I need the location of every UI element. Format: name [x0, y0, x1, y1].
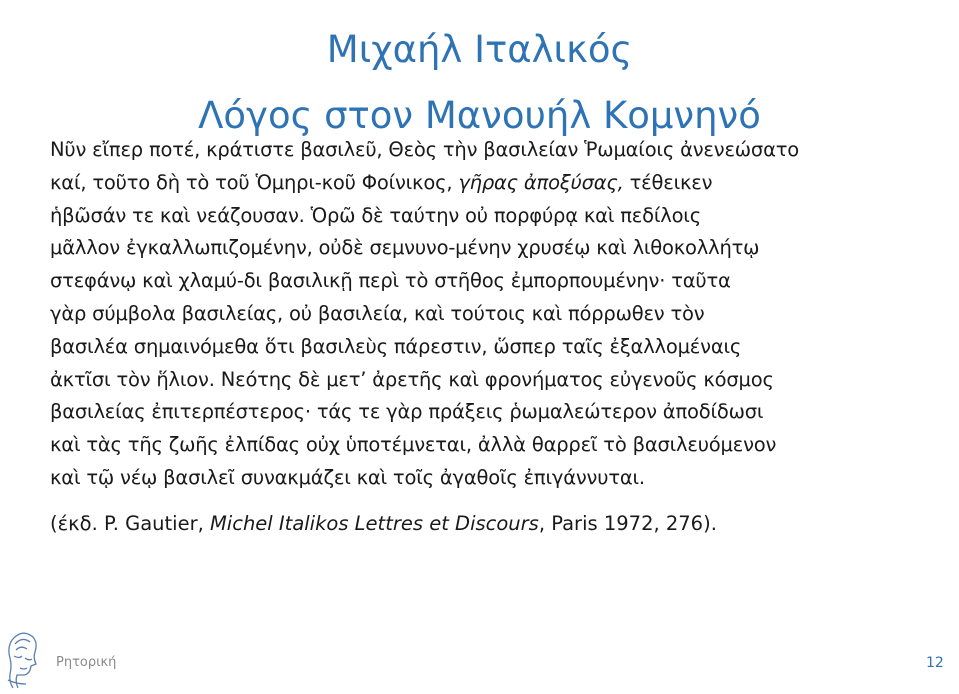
- greek-quotation: [50, 134, 920, 495]
- quotation-line: Νῦν εἴπερ ποτέ, κράτιστε βασιλεῦ, Θεὸς τὴν βασιλείαν Ῥωμαίοις ἀνενεώσατο: [50, 138, 800, 161]
- quotation-line: στεφάνῳ καὶ χλαμύ-δι βασιλικῇ περὶ τὸ στῆθος ἐμπορπουμένην· ταῦτα: [50, 269, 731, 293]
- quotation-line: ἀκτῖσι τὸν ἥλιον. Νεότης δὲ μετ’ ἀρετῆς καὶ φρονήματος εὐγενοῦς κόσμος: [50, 367, 774, 391]
- page-number: 12: [926, 655, 944, 671]
- quotation-line: καὶ τῷ νέῳ βασιλεῖ συνακμάζει καὶ τοῖς ἀγαθοῖς ἐπιγάννυται.: [50, 465, 645, 489]
- quotation-line: μᾶλλον ἐγκαλλωπιζομένην, οὐδὲ σεμνυνο-μένην χρυσέῳ καὶ λιθοκολλήτῳ: [50, 236, 760, 260]
- quotation-line: βασιλείας ἐπιτερπέστερος· τάς τε γὰρ πράξεις ῥωμαλεώτερον ἀποδίδωσι: [50, 400, 764, 424]
- footer-course-label: Ρητορική: [56, 655, 117, 670]
- athena-head-logo-icon: [2, 628, 42, 690]
- slide-title-line-1: Μιχαήλ Ιταλικός: [326, 27, 633, 71]
- quotation-line: καὶ τὰς τῆς ζωῆς ἐλπίδας οὐχ ὑποτέμνεται, ἀλλὰ θαρρεῖ τὸ βασιλευόμενον: [50, 433, 777, 457]
- citation: (έκδ. P. Gautier, Michel Italikos Lettres et Discours, Paris 1972, 276).: [50, 512, 717, 535]
- slide-title-line-2: Λόγος στον Μανουήλ Κομνηνό: [198, 93, 761, 137]
- quotation-line: ἡβῶσάν τε καὶ νεάζουσαν. Ὁρῶ δὲ ταύτην οὐ πορφύρᾳ καὶ πεδίλοις: [50, 203, 701, 227]
- italic-phrase: γῆρας ἀποξύσας,: [458, 170, 624, 194]
- citation-book-title: Michel Italikos Lettres et Discours: [209, 512, 539, 535]
- quotation-line: γὰρ σύμβολα βασιλείας, οὐ βασιλεία, καὶ τούτοις καὶ πόρρωθεν τὸν: [50, 301, 705, 325]
- quotation-line: καί, τοῦτο δὴ τὸ τοῦ Ὁμηρι-κοῦ Φοίνικος, γῆρας ἀποξύσας, τέθεικεν: [50, 170, 713, 194]
- quotation-line: βασιλέα σημαινόμεθα ὅτι βασιλεὺς πάρεστιν, ὥσπερ ταῖς ἐξαλλομέναις: [50, 334, 742, 358]
